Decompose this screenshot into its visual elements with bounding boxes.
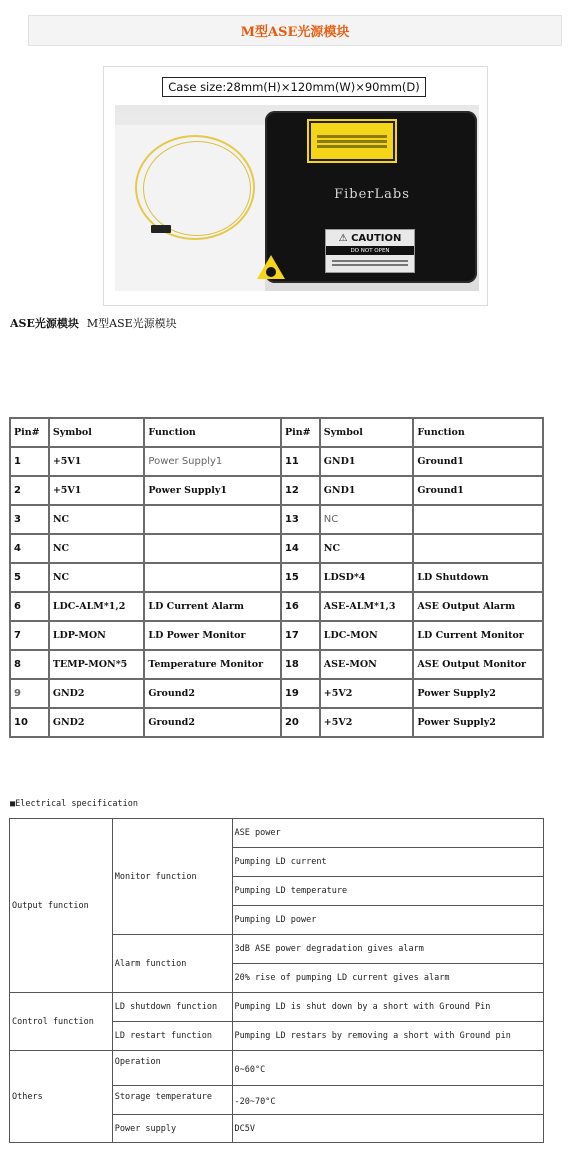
- pin-table-cell: 7: [10, 621, 49, 650]
- pin-table-cell: ASE-ALM*1,3: [320, 592, 414, 621]
- pin-table-cell: ASE-MON: [320, 650, 414, 679]
- pin-table-cell: 12: [281, 476, 320, 505]
- pin-table-cell: Ground2: [144, 679, 281, 708]
- operation-cell: Operation: [112, 1051, 232, 1086]
- operation-value: 0~60°C: [232, 1051, 544, 1086]
- pin-table-cell: Power Supply1: [144, 476, 281, 505]
- caption-text: M型ASE光源模块: [86, 317, 177, 330]
- table-row: [10, 621, 543, 650]
- output-function-cell: Output function: [10, 819, 113, 993]
- pin-table-cell: NC: [320, 505, 414, 534]
- storage-temperature-value: -20~70°C: [232, 1086, 544, 1115]
- model-label: [327, 205, 417, 211]
- pin-table-cell: 3: [10, 505, 49, 534]
- table-row: [10, 476, 543, 505]
- pin-table-cell: 16: [281, 592, 320, 621]
- monitor-function-cell: Monitor function: [112, 819, 232, 935]
- pin-table-cell: NC: [49, 505, 145, 534]
- pin-table-cell: ASE Output Monitor: [413, 650, 543, 679]
- module-case: [265, 111, 477, 283]
- pin-table-cell: 20: [281, 708, 320, 737]
- pin-table-header-cell: Pin#: [281, 418, 320, 447]
- pin-table-cell: +5V1: [49, 447, 145, 476]
- monitor-item: Pumping LD temperature: [232, 877, 544, 906]
- laser-symbol-icon: [266, 267, 276, 277]
- pin-table-cell: LD Shutdown: [413, 563, 543, 592]
- pin-table-cell: NC: [49, 563, 145, 592]
- pin-table-cell: Ground1: [413, 476, 543, 505]
- case-size-label: Case size:28mm(H)×120mm(W)×90mm(D): [162, 77, 426, 97]
- pin-table-header-cell: Symbol: [320, 418, 414, 447]
- monitor-item: ASE power: [232, 819, 544, 848]
- pin-table-cell: NC: [320, 534, 414, 563]
- alarm-item: 3dB ASE power degradation gives alarm: [232, 935, 544, 964]
- table-row: [10, 563, 543, 592]
- pin-table-cell: +5V1: [49, 476, 145, 505]
- ld-restart-desc: Pumping LD restars by removing a short with Ground pin: [232, 1022, 544, 1051]
- monitor-item: Pumping LD current: [232, 848, 544, 877]
- electrical-spec-table: [9, 818, 544, 1143]
- do-not-open-text: DO NOT OPEN: [326, 246, 414, 255]
- pin-table-cell: 13: [281, 505, 320, 534]
- table-row: [10, 650, 543, 679]
- pin-table-cell: 1: [10, 447, 49, 476]
- caution-sticker: [325, 229, 415, 273]
- pin-table-cell: +5V2: [320, 708, 414, 737]
- pin-table-cell: Temperature Monitor: [144, 650, 281, 679]
- pin-table-cell: LD Power Monitor: [144, 621, 281, 650]
- pin-table-cell: 10: [10, 708, 49, 737]
- pin-table-cell: 6: [10, 592, 49, 621]
- pin-table-cell: Ground1: [413, 447, 543, 476]
- others-cell: Others: [10, 1051, 113, 1143]
- pin-table-cell: 4: [10, 534, 49, 563]
- electrical-spec-heading: ■Electrical specification: [10, 799, 138, 809]
- pin-table-header-row: [10, 418, 543, 447]
- power-supply-cell: Power supply: [112, 1115, 232, 1143]
- pin-table-cell: 5: [10, 563, 49, 592]
- pin-table-cell: LD Current Monitor: [413, 621, 543, 650]
- pin-table-cell: 18: [281, 650, 320, 679]
- warning-icon: ⚠: [338, 232, 352, 244]
- pin-table-cell: 14: [281, 534, 320, 563]
- pin-table-cell: NC: [49, 534, 145, 563]
- power-supply-value: DC5V: [232, 1115, 544, 1143]
- monitor-item: Pumping LD power: [232, 906, 544, 935]
- product-photo: [103, 66, 488, 306]
- table-row: [10, 679, 543, 708]
- pin-table-cell: ASE Output Alarm: [413, 592, 543, 621]
- page-title: M型ASE光源模块: [28, 15, 562, 46]
- pin-table-cell: 15: [281, 563, 320, 592]
- pin-table-cell: 11: [281, 447, 320, 476]
- pin-table-cell: GND1: [320, 476, 414, 505]
- pin-table-cell: Power Supply2: [413, 679, 543, 708]
- pin-table-cell: 19: [281, 679, 320, 708]
- alarm-function-cell: Alarm function: [112, 935, 232, 993]
- warning-sticker: [309, 121, 395, 161]
- ld-shutdown-function-cell: LD shutdown function: [112, 993, 232, 1022]
- pin-table-header-cell: Symbol: [49, 418, 145, 447]
- pin-table-cell: LDP-MON: [49, 621, 145, 650]
- pin-table-cell: LD Current Alarm: [144, 592, 281, 621]
- storage-temperature-cell: Storage temperature: [112, 1086, 232, 1115]
- pin-table-cell: TEMP-MON*5: [49, 650, 145, 679]
- pin-table-header-cell: Pin#: [10, 418, 49, 447]
- pin-table-cell: 9: [10, 679, 49, 708]
- pin-table-cell: GND2: [49, 708, 145, 737]
- caution-text: CAUTION: [351, 232, 402, 244]
- pin-table-cell: 8: [10, 650, 49, 679]
- pin-table-cell: [413, 505, 543, 534]
- pin-table: [9, 417, 544, 738]
- pin-table-cell: [144, 534, 281, 563]
- caption-bold: ASE光源模块: [10, 317, 79, 330]
- pin-table-cell: GND2: [49, 679, 145, 708]
- pin-table-cell: Power Supply1: [144, 447, 281, 476]
- ld-shutdown-desc: Pumping LD is shut down by a short with Ground Pin: [232, 993, 544, 1022]
- pin-table-cell: 17: [281, 621, 320, 650]
- control-function-cell: Control function: [10, 993, 113, 1051]
- pin-table-header-cell: Function: [144, 418, 281, 447]
- product-image: [115, 105, 479, 291]
- pin-table-cell: +5V2: [320, 679, 414, 708]
- image-caption: [10, 315, 177, 331]
- fiber-coil-inner: [143, 141, 251, 236]
- pin-table-cell: Ground2: [144, 708, 281, 737]
- pin-table-cell: [413, 534, 543, 563]
- table-row: [10, 708, 543, 737]
- table-row: [10, 447, 543, 476]
- pin-table-cell: [144, 563, 281, 592]
- table-row: [10, 505, 543, 534]
- alarm-item: 20% rise of pumping LD current gives alarm: [232, 964, 544, 993]
- ld-restart-function-cell: LD restart function: [112, 1022, 232, 1051]
- table-row: [10, 534, 543, 563]
- table-row: [10, 592, 543, 621]
- pin-table-cell: LDC-ALM*1,2: [49, 592, 145, 621]
- brand-logo: FiberLabs: [334, 187, 410, 202]
- pin-table-cell: Power Supply2: [413, 708, 543, 737]
- pin-table-cell: [144, 505, 281, 534]
- fiber-connector: [151, 225, 171, 233]
- pin-table-cell: GND1: [320, 447, 414, 476]
- pin-table-cell: 2: [10, 476, 49, 505]
- pin-table-cell: LDSD*4: [320, 563, 414, 592]
- pin-table-cell: LDC-MON: [320, 621, 414, 650]
- pin-table-header-cell: Function: [413, 418, 543, 447]
